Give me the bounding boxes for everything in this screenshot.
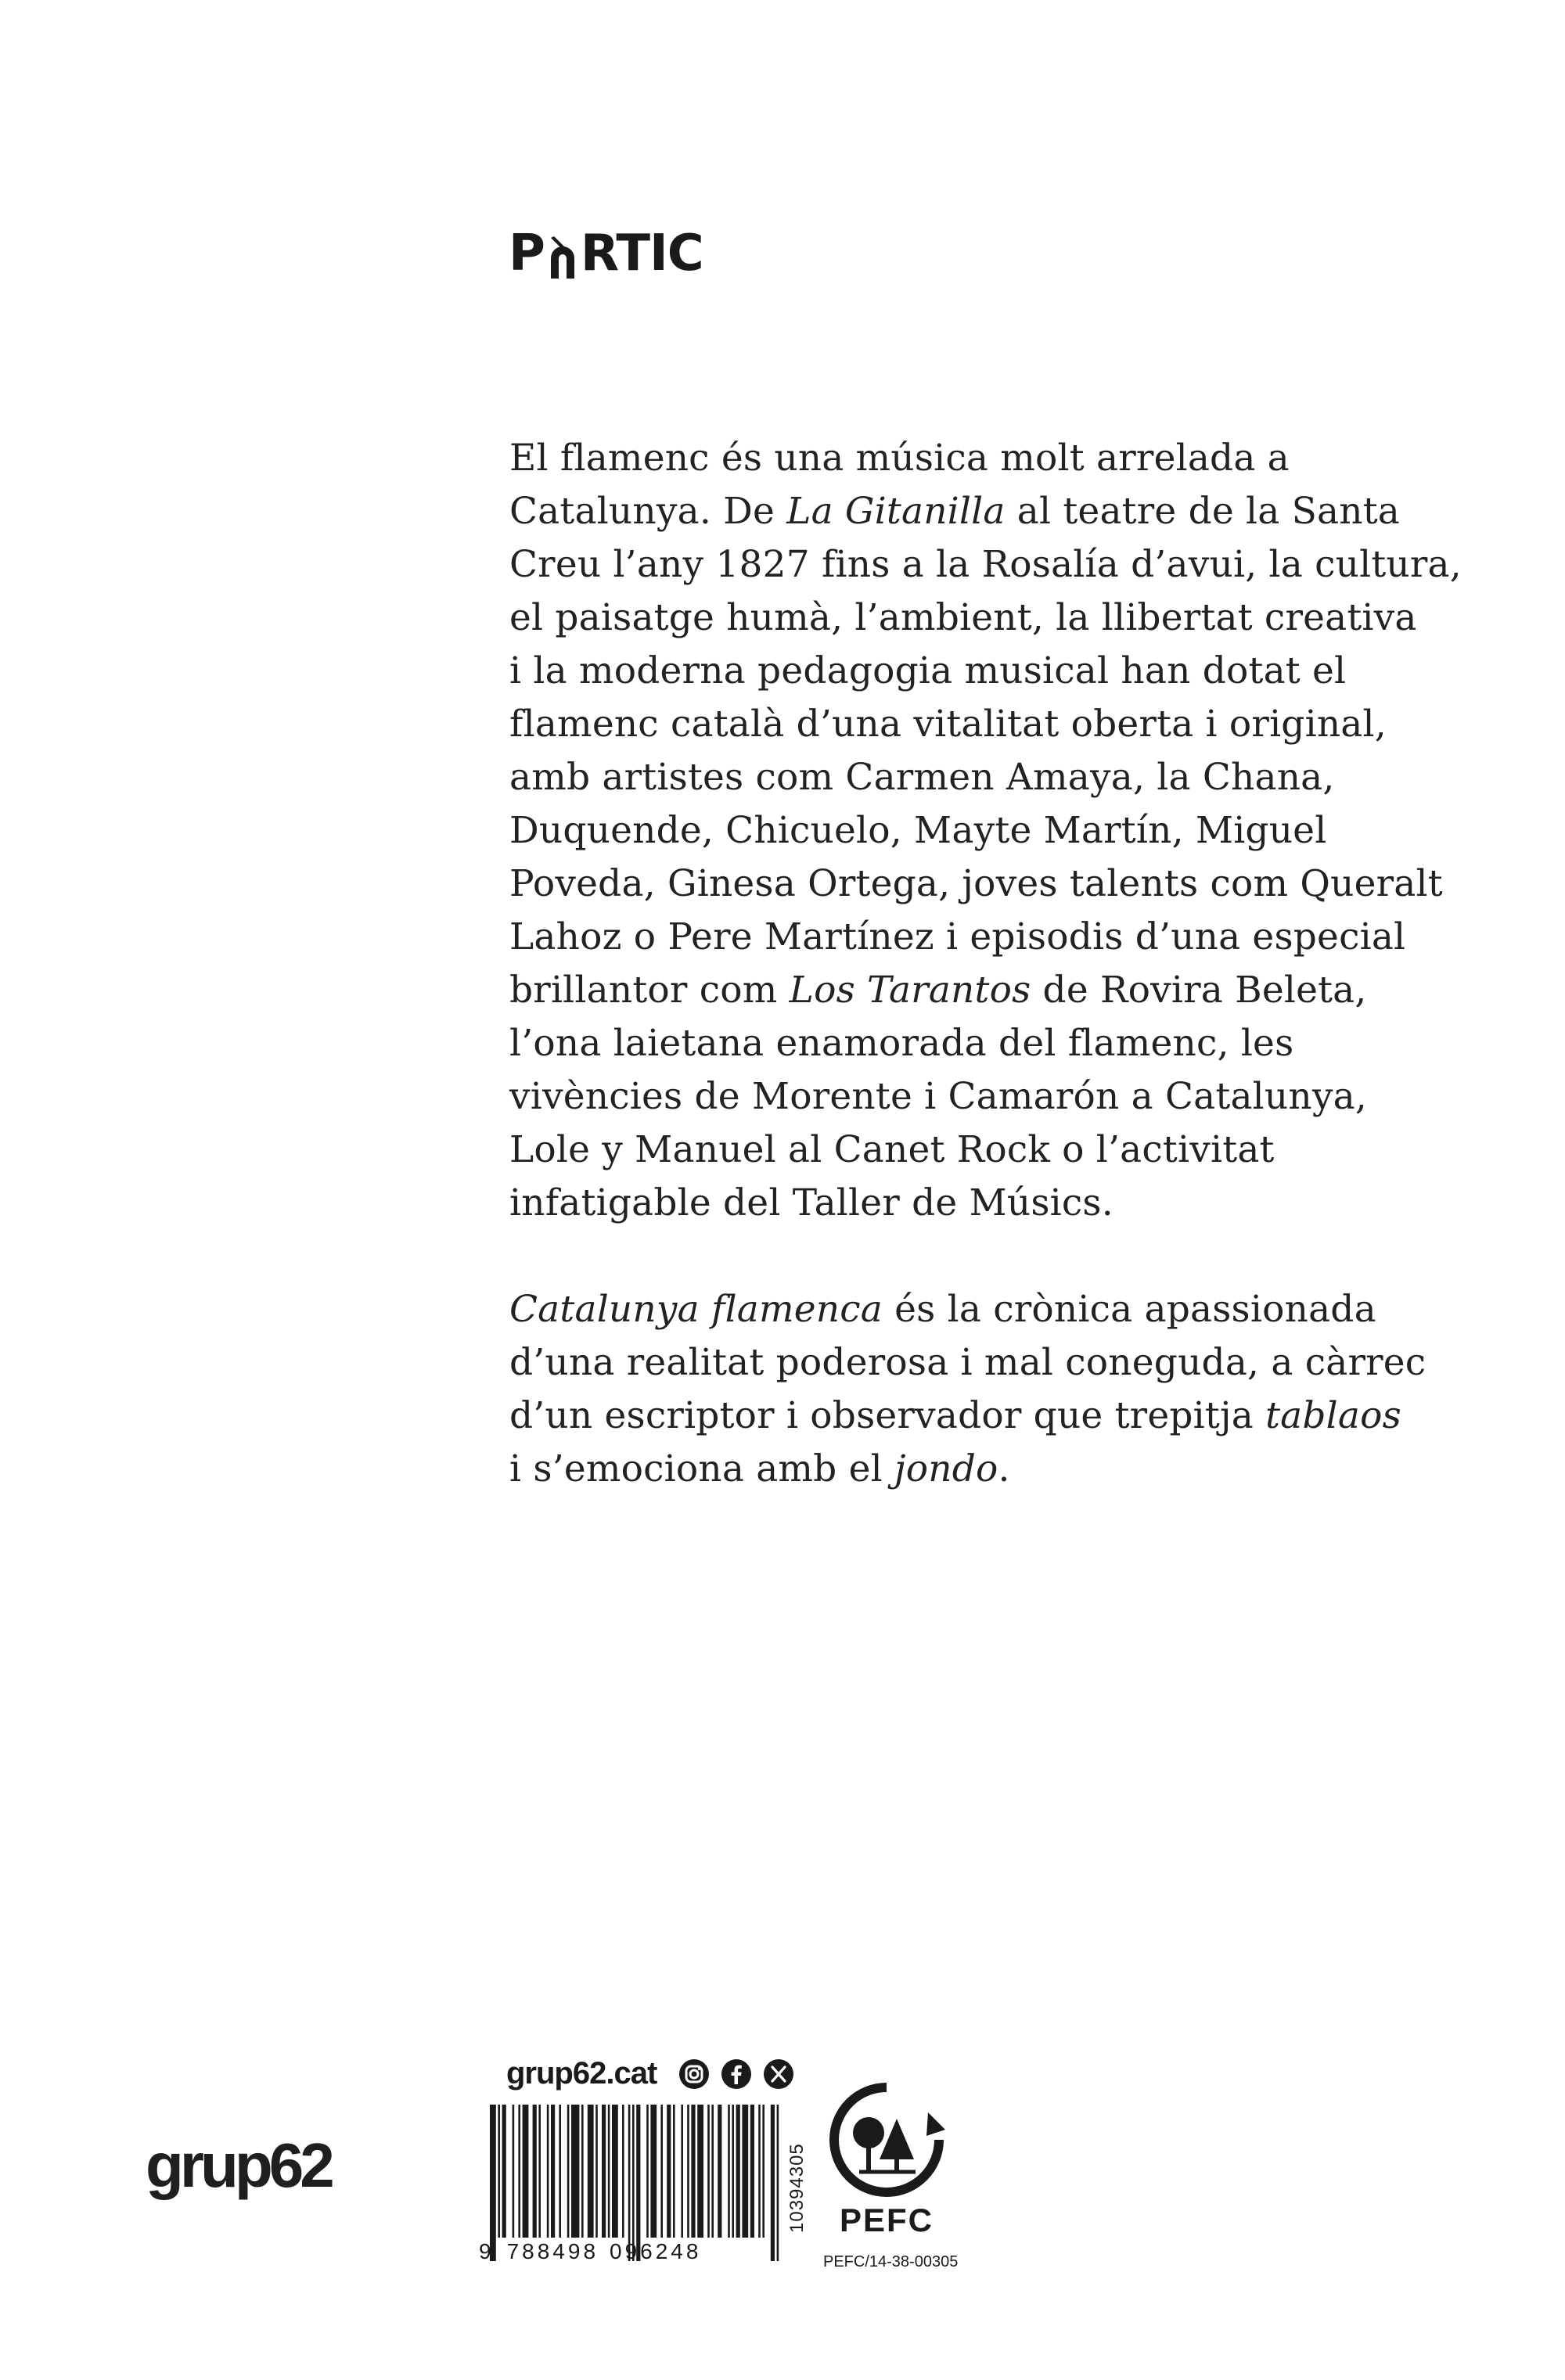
barcode-bar [750,2105,754,2238]
website-link[interactable]: grup62.cat [506,2056,657,2091]
blurb-p1-line: vivències de Morente i Camarón a Catalunya, [509,1075,1367,1118]
blurb-p1-line: infatigable del Taller de Músics. [509,1181,1113,1224]
barcode-bar [771,2105,775,2261]
barcode-bar [667,2105,671,2238]
blurb-p1-line: el paisatge humà, l’ambient, la llibertat creativa [509,596,1417,639]
isbn-first-digit: 9 [479,2239,491,2263]
barcode-bar [571,2105,579,2238]
italic-title: tablaos [1265,1394,1401,1437]
blurb-p1-line: Lole y Manuel al Canet Rock o l’activitat [509,1128,1275,1171]
barcode-bar [711,2105,714,2238]
barcode-bar [523,2105,529,2238]
series-logo-prefix: P [509,225,545,282]
x-icon[interactable] [763,2058,794,2090]
barcode-bar [718,2105,721,2238]
barcode-bar [498,2105,500,2238]
barcode-bar [533,2105,537,2238]
italic-title: Catalunya flamenca [509,1288,883,1331]
pefc-label: PEFC [839,2202,934,2238]
isbn-number [479,2239,745,2264]
blurb-p2-line: d’un escriptor i observador que trepitja tablaos [509,1394,1401,1437]
isbn-group-1: 788498 [506,2239,599,2263]
barcode-bar [636,2105,640,2261]
barcode-bar [691,2105,695,2238]
blurb-p1-line: Lahoz o Pere Martínez i episodis d’una especial [509,915,1406,958]
barcode-bar [490,2105,496,2261]
blurb-p1-line: flamenc català d’una vitalitat oberta i original, [509,703,1387,746]
facebook-icon[interactable] [721,2058,752,2090]
pefc-logo-icon [828,2081,945,2198]
barcode-bar [551,2105,555,2238]
barcode-bar [707,2105,710,2238]
blurb-p2-line: Catalunya flamenca és la crònica apassionada [509,1288,1376,1331]
blurb-p2-line: d’una realitat poderosa i mal coneguda, a càrrec [509,1341,1426,1384]
blurb-p1-line: Creu l’any 1827 fins a la Rosalía d’avui, la cultura, [509,543,1462,586]
barcode-bar [588,2105,594,2238]
barcode-bar [697,2105,703,2238]
barcode-bar [687,2105,689,2238]
barcode-bar [762,2105,765,2238]
barcode-bar [513,2105,515,2238]
blurb-p1-line: l’ona laietana enamorada del flamenc, les [509,1022,1294,1065]
publisher-logo: grup62 [146,2130,331,2200]
barcode-bar [650,2105,657,2238]
barcode-bar [602,2105,606,2238]
blurb-p1-line: El flamenc és una música molt arrelada a [509,437,1290,480]
blurb [509,432,1495,1496]
barcode-bar [777,2105,779,2261]
blurb-p1-line: Catalunya. De La Gitanilla al teatre de la Santa [509,490,1401,533]
blurb-p1-line: brillantor com Los Tarantos de Rovira Beleta, [509,969,1367,1012]
pefc-certificate-code: PEFC/14-38-00305 [823,2253,959,2270]
blurb-paragraph-1 [509,432,1495,1230]
barcode-bar [612,2105,618,2238]
blurb-paragraph-2 [509,1283,1495,1496]
website-row [506,2056,794,2091]
barcode-bar [547,2105,549,2238]
italic-title: jondo [894,1447,998,1490]
series-logo-suffix: RTIC [580,225,703,282]
barcode-bar [581,2105,584,2238]
blurb-p1-line: i la moderna pedagogia musical han dotat el [509,649,1347,692]
barcode-bar [732,2105,734,2238]
instagram-icon[interactable] [678,2058,710,2090]
barcode-bar [538,2105,541,2238]
italic-title: Los Tarantos [789,969,1031,1012]
italic-title: La Gitanilla [786,490,1006,533]
barcode-bar [628,2105,631,2261]
barcode-bar [608,2105,610,2238]
barcode-bar [595,2105,598,2238]
barcode-bar [567,2105,570,2238]
barcode-bar [736,2105,740,2238]
blurb-p1-line: Duquende, Chicuelo, Mayte Martín, Miguel [509,809,1327,852]
barcode-bar [502,2105,506,2238]
barcode-bar [681,2105,683,2238]
blurb-p1-line: Poveda, Ginesa Ortega, joves talents com Queralt [509,862,1443,905]
barcode-bar [559,2105,561,2238]
barcode-bar [758,2105,761,2238]
barcode-bar [622,2105,624,2238]
blurb-p1-line: amb artistes com Carmen Amaya, la Chana, [509,756,1335,799]
blurb-p2-line: i s’emociona amb el jondo. [509,1447,1010,1490]
barcode-bar [632,2105,635,2261]
series-logo-arch-mark [546,232,579,279]
barcode-bar [742,2105,748,2238]
barcode-bar [646,2105,649,2238]
barcode-bar [728,2105,730,2238]
isbn-group-2: 096248 [610,2239,702,2263]
barcode-bar [518,2105,520,2238]
series-logo [509,225,703,282]
barcode-bar [660,2105,663,2238]
barcode-bar [673,2105,675,2238]
barcode-side-code: 10394305 [786,2143,808,2234]
